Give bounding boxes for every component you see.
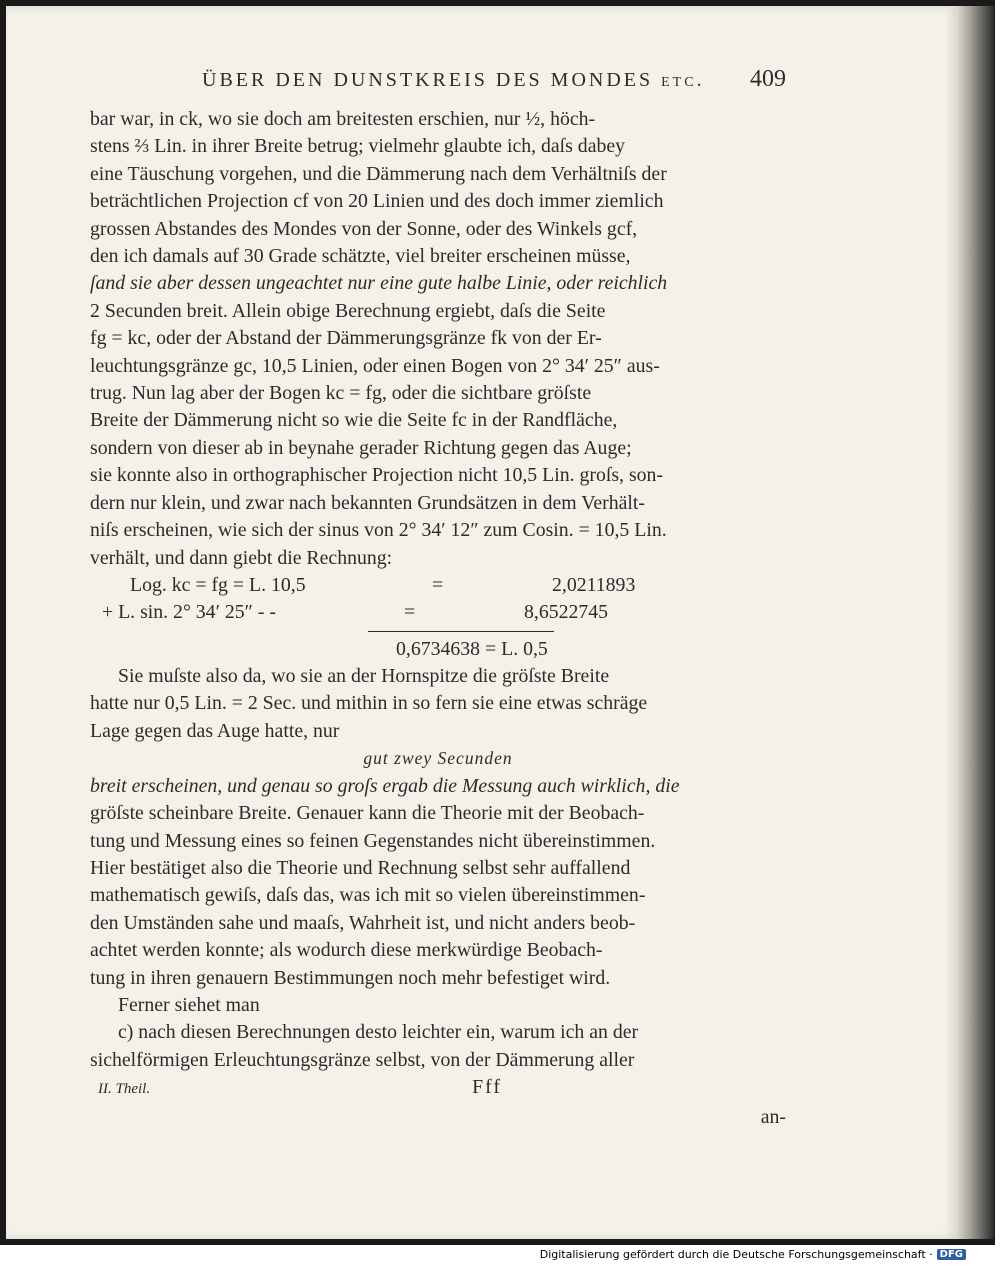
text-line: sichelförmigen Erleuchtungsgränze selbst, von der Dämmerung aller xyxy=(90,1048,635,1071)
text-line: Ferner siehet man xyxy=(118,993,260,1016)
body-paragraph-4 xyxy=(90,992,786,1074)
text-line: breit erscheinen, und genau so groſs ergab die Messung auch wirklich, die xyxy=(90,774,680,797)
text-line: Sie muſste also da, wo sie an der Hornspitze die gröſste Breite xyxy=(118,665,610,688)
text-line: sie konnte also in orthographischer Projection nicht 10,5 Lin. groſs, son- xyxy=(90,464,664,487)
text-line: verhält, und dann giebt die Rechnung: xyxy=(90,546,393,569)
text-line: c) nach diesen Berechnungen desto leichter ein, warum ich an der xyxy=(118,1021,639,1044)
calculation-block xyxy=(90,572,786,663)
digitization-credit xyxy=(540,1248,966,1261)
calc-result-row xyxy=(90,636,786,663)
text-line: niſs erscheinen, wie sich der sinus von 2° 34′ 12″ zum Cosin. = 10,5 Lin. xyxy=(90,519,667,542)
text-line: grossen Abstandes des Mondes von der Sonne, oder des Winkels gcf, xyxy=(90,217,638,240)
text-line: Lage gegen das Auge hatte, nur xyxy=(90,719,340,742)
text-line: tung in ihren genauern Bestimmungen noch mehr befestiget wird. xyxy=(90,966,611,989)
text-line: den ich damals auf 30 Grade schätzte, viel breiter erscheinen müsse, xyxy=(90,245,631,268)
calc-expression: + L. sin. 2° 34′ 25″ - - xyxy=(102,601,276,624)
text-line: gröſste scheinbare Breite. Genauer kann die Theorie mit der Beobach- xyxy=(90,802,645,825)
calc-row-1 xyxy=(90,572,786,599)
centered-phrase: gut zwey Secunden xyxy=(363,748,513,769)
calc-value: 8,6522745 xyxy=(524,601,609,624)
calc-equals: = xyxy=(404,601,416,624)
signature-mark: Fff xyxy=(472,1076,502,1099)
text-line: hatte nur 0,5 Lin. = 2 Sec. und mithin in so fern sie eine etwas schräge xyxy=(90,692,648,715)
text-line: Breite der Dämmerung nicht so wie die Seite fc in der Randfläche, xyxy=(90,409,618,432)
body-paragraph-3 xyxy=(90,773,786,992)
dfg-logo-icon[interactable]: DFG xyxy=(937,1249,966,1260)
text-line: achtet werden konnte; als wodurch diese merkwürdige Beobach- xyxy=(90,939,603,962)
text-line: eine Täuschung vorgehen, und die Dämmerung nach dem Verhältniſs der xyxy=(90,162,667,185)
calc-expression: Log. kc = fg = L. 10,5 xyxy=(130,573,306,596)
text-line: Hier bestätiget also die Theorie und Rechnung selbst sehr auffallend xyxy=(90,856,631,879)
text-line: leuchtungsgränze gc, 10,5 Linien, oder einen Bogen von 2° 34′ 25″ aus- xyxy=(90,354,660,377)
catchword: an- xyxy=(760,1105,786,1128)
text-line: sondern von dieser ab in beynahe gerader Richtung gegen das Auge; xyxy=(90,436,632,459)
calc-result: 0,6734638 = L. 0,5 xyxy=(396,637,548,660)
text-line: ſand sie aber dessen ungeachtet nur eine gute halbe Linie, oder reichlich xyxy=(90,272,668,295)
text-line: beträchtlichen Projection cf von 20 Linien und des doch immer ziemlich xyxy=(90,190,664,213)
calc-equals: = xyxy=(432,573,444,596)
body-paragraph-1 xyxy=(90,106,786,572)
body-paragraph-2 xyxy=(90,663,786,745)
text-line: tung und Messung eines so feinen Gegenstandes nicht übereinstimmen. xyxy=(90,829,656,852)
text-line: trug. Nun lag aber der Bogen kc = fg, oder die sichtbare gröſste xyxy=(90,382,592,405)
page-footer xyxy=(90,1074,786,1103)
text-line: fg = kc, oder der Abstand der Dämmerungsgränze fk von der Er- xyxy=(90,327,602,350)
text-line: den Umständen sahe und maaſs, Wahrheit ist, und nicht anders beob- xyxy=(90,911,636,934)
text-line: bar war, in ck, wo sie doch am breitesten erschien, nur ½, höch- xyxy=(90,108,596,130)
running-head xyxy=(90,66,786,106)
page-number: 409 xyxy=(750,66,786,92)
running-head-title: ÜBER DEN DUNSTKREIS DES MONDES etc. xyxy=(202,69,705,91)
calc-value: 2,0211893 xyxy=(552,573,636,596)
page-content xyxy=(90,66,786,1131)
text-line: dern nur klein, und zwar nach bekannten Grundsätzen in dem Verhält- xyxy=(90,491,645,514)
volume-signature: II. Theil. xyxy=(98,1081,151,1098)
credit-text: Digitalisierung gefördert durch die Deutsche Forschungsgemeinschaft · xyxy=(539,1248,933,1261)
text-line: mathematisch gewiſs, daſs das, was ich mit so vielen übereinstimmen- xyxy=(90,884,646,907)
calc-rule xyxy=(368,631,554,632)
text-line: stens ⅔ Lin. in ihrer Breite betrug; vielmehr glaubte ich, daſs dabey xyxy=(90,135,626,158)
text-line: 2 Secunden breit. Allein obige Berechnung ergiebt, daſs die Seite xyxy=(90,299,606,322)
page-edge xyxy=(958,6,994,1239)
calc-row-2 xyxy=(90,599,786,626)
